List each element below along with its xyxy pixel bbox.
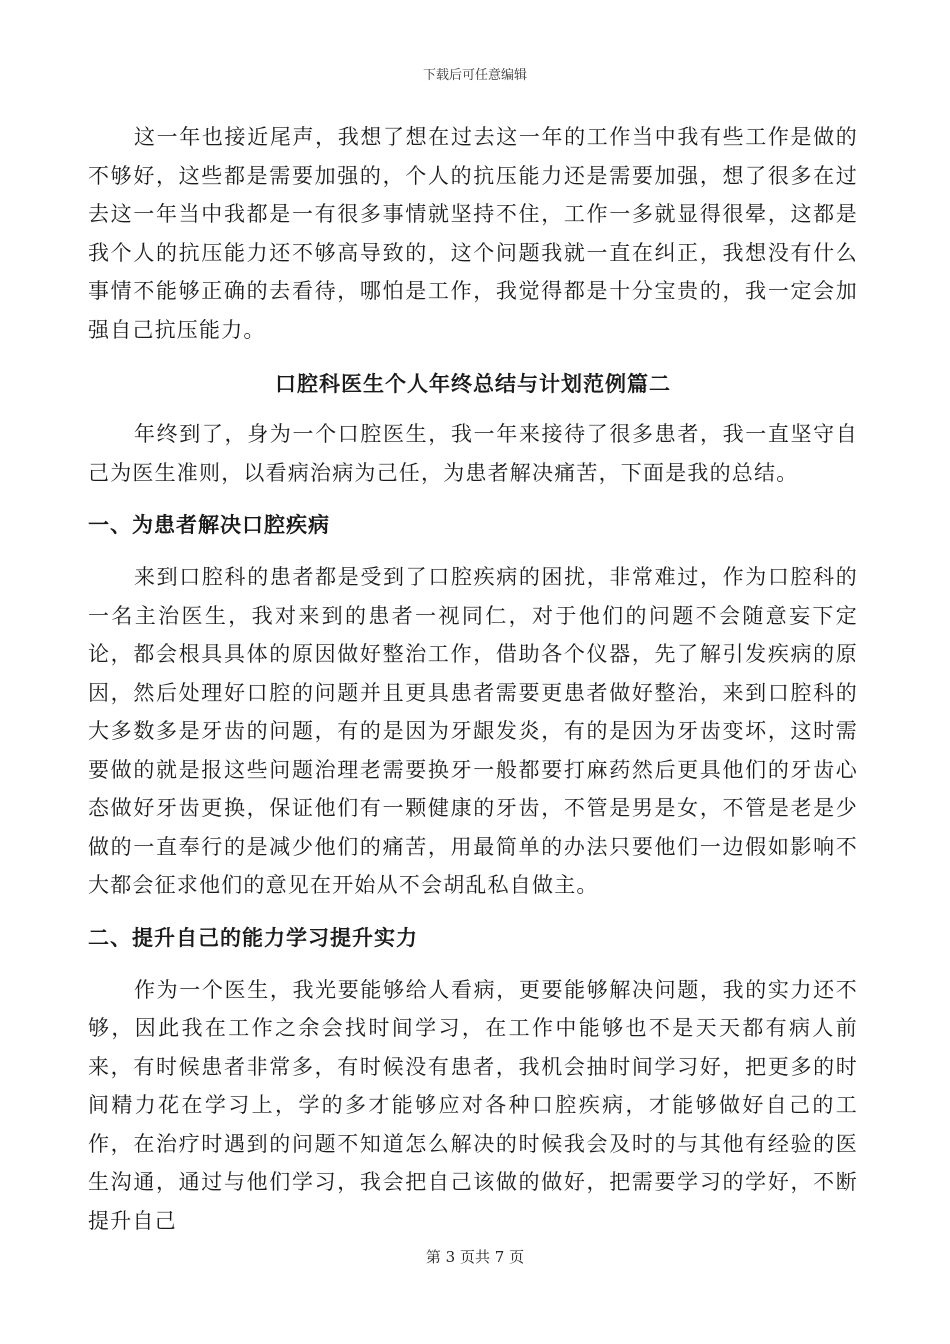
heading-one: 一、为患者解决口腔疾病 <box>88 512 330 537</box>
heading-two: 二、提升自己的能力学习提升实力 <box>88 924 418 950</box>
body-paragraph-two: 作为一个医生，我光要能够给人看病，更要能够解决问题，我的实力还不够，因此我在工作之余会找时间学习，在工作中能够也不是天天都有病人前来，有时候患者非常多，有时候没有患者，我机会抽时间学习好，把更多的时间精力花在学习上，学的多才能够应对各种口腔疾病，才能够做好自己的工作，在治疗时遇到的问题不知道怎么解决的时候我会及时的与其他有经验的医生沟通，通过与他们学习，我会把自己该做的做好，把需要学习的学好，不断提升自己 <box>88 977 858 1233</box>
body-paragraph-one: 来到口腔科的患者都是受到了口腔疾病的困扰，非常难过，作为口腔科的一名主治医生，我对来到的患者一视同仁，对于他们的问题不会随意妄下定论，都会根具具体的原因做好整治工作，借助各个仪器，先了解引发疾病的原因，然后处理好口腔的问题并且更具患者需要更患者做好整治，来到口腔科的大多数多是牙齿的问题，有的是因为牙龈发炎，有的是因为牙齿变坏，这时需要做的就是报这些问题治理老需要换牙一般都要打麻药然后更具他们的牙齿心态做好牙齿更换，保证他们有一颗健康的牙齿，不管是男是女，不管是老是少做的一直奉行的是减少他们的痛苦，用最简单的办法只要他们一边假如影响不大都会征求他们的意见在开始从不会胡乱私自做主。 <box>88 565 858 897</box>
page-footer: 第 3 页共 7 页 <box>425 1248 525 1266</box>
page-header: 下载后可任意编辑 <box>422 68 527 83</box>
opening-paragraph: 年终到了，身为一个口腔医生，我一年来接待了很多患者，我一直坚守自己为医生准则，以看病治病为己任，为患者解决痛苦，下面是我的总结。 <box>88 422 858 485</box>
intro-paragraph: 这一年也接近尾声，我想了想在过去这一年的工作当中我有些工作是做的不够好，这些都是需要加强的，个人的抗压能力还是需要加强，想了很多在过去这一年当中我都是一有很多事情就坚持不住，工作一多就显得很晕，这都是我个人的抗压能力还不够高导致的，这个问题我就一直在纠正，我想没有什么事情不能够正确的去看待，哪怕是工作，我觉得都是十分宝贵的，我一定会加强自己抗压能力。 <box>88 125 858 342</box>
document-body <box>88 118 858 1240</box>
section-title: 口腔科医生个人年终总结与计划范例篇二 <box>275 371 671 396</box>
